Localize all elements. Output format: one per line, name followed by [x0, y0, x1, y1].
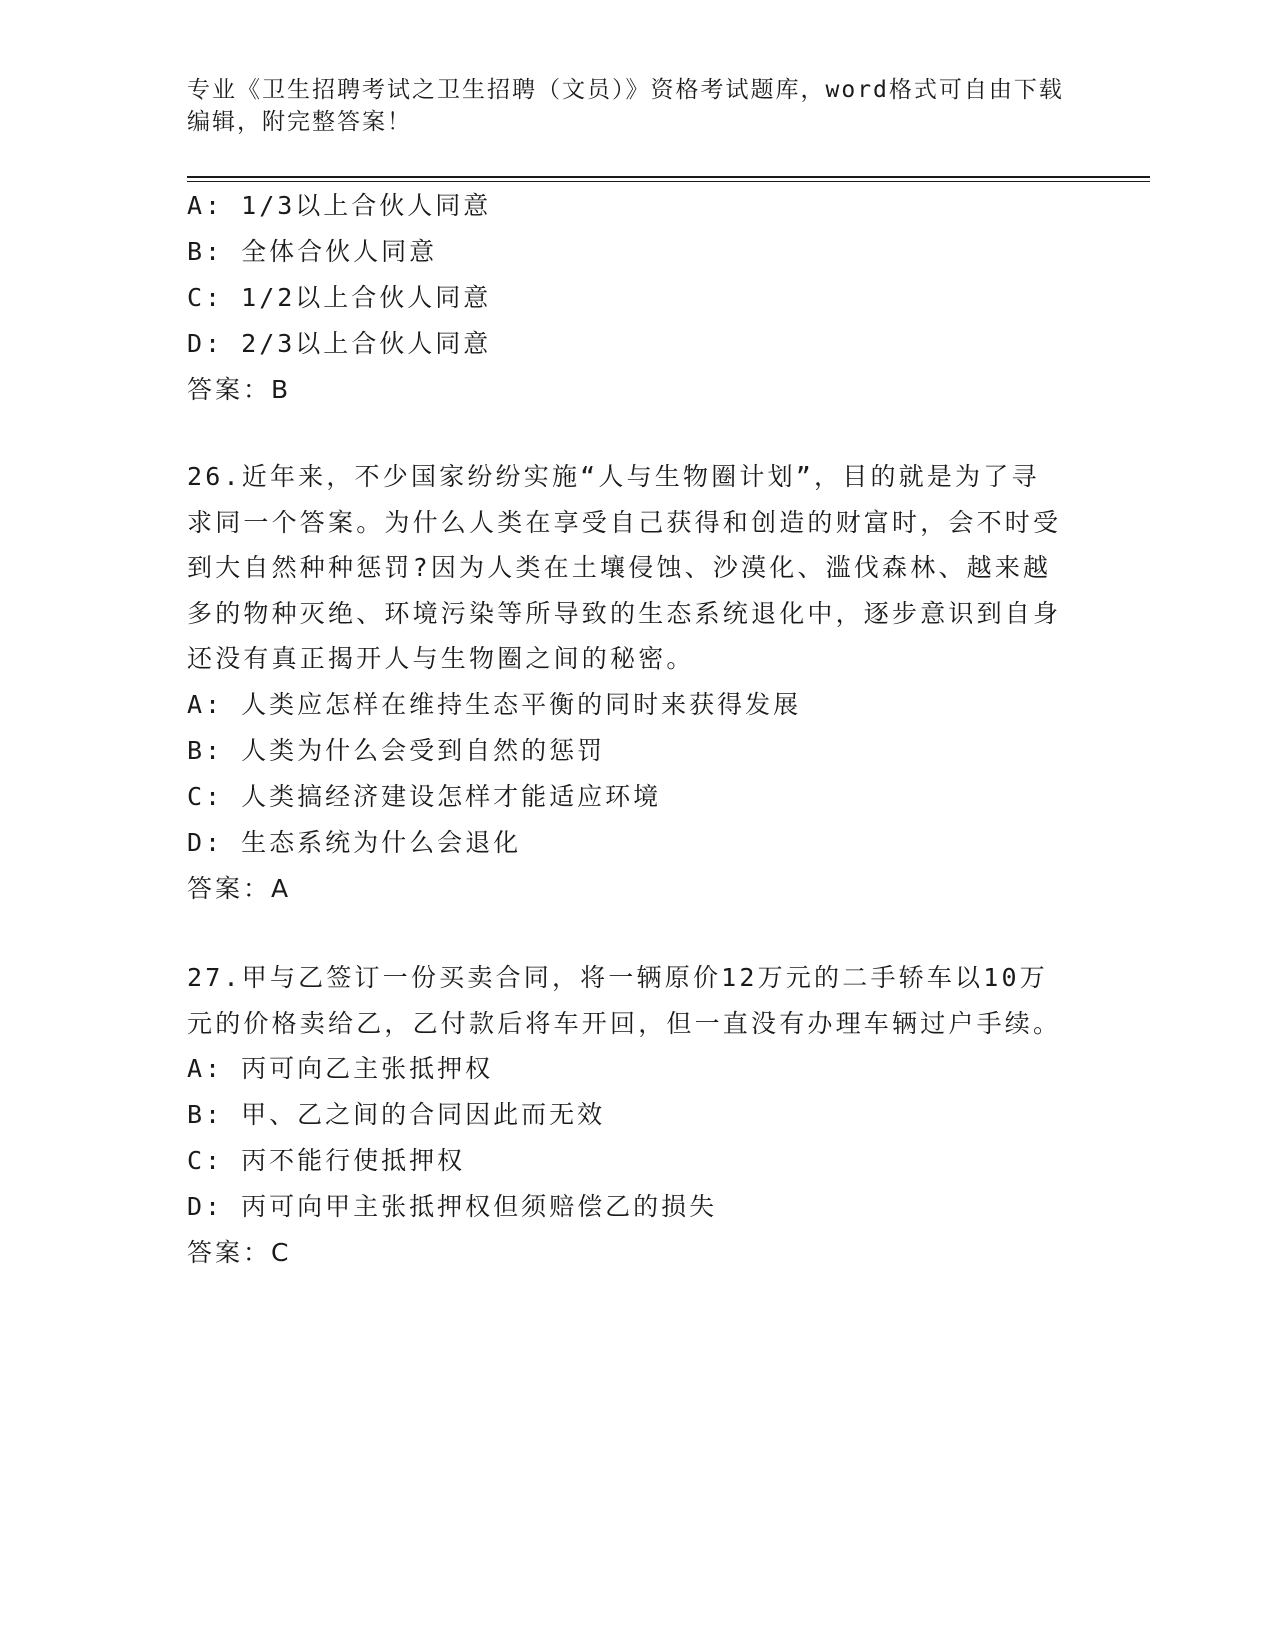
question-25 [187, 183, 1067, 413]
option-a: A: 人类应怎样在维持生态平衡的同时来获得发展 [187, 689, 802, 719]
option-c: C: 人类搞经济建设怎样才能适应环境 [187, 781, 662, 811]
answer: 答案：C [187, 1238, 292, 1267]
option-c: C: 1/2以上合伙人同意 [187, 283, 492, 312]
option-b: B: 人类为什么会受到自然的惩罚 [187, 735, 606, 765]
document-header: 专业《卫生招聘考试之卫生招聘（文员）》资格考试题库，word格式可自由下载编辑，附完整答案！ [187, 77, 1064, 135]
header-divider-thin [187, 181, 1150, 182]
option-d: D: 2/3以上合伙人同意 [187, 329, 492, 358]
option-d: D: 生态系统为什么会退化 [187, 827, 522, 857]
question-stem: 26.近年来，不少国家纷纷实施“人与生物圈计划”，目的就是为了寻求同一个答案。为什么人类在享受自己获得和创造的财富时，会不时受到大自然种种惩罚?因为人类在土壤侵蚀、沙漠化、滥伐森林、越来越多的物种灭绝、环境污染等所导致的生态系统退化中，逐步意识到自身还没有真正揭开人与生物圈之间的秘密。 [187, 462, 1062, 673]
answer: 答案：A [187, 873, 292, 903]
header-divider-thick [187, 176, 1150, 178]
option-a: A: 丙可向乙主张抵押权 [187, 1054, 494, 1083]
question-27 [187, 955, 1067, 1276]
option-d: D: 丙可向甲主张抵押权但须赔偿乙的损失 [187, 1192, 718, 1221]
question-stem: 27.甲与乙签订一份买卖合同，将一辆原价12万元的二手轿车以10万元的价格卖给乙，乙付款后将车开回，但一直没有办理车辆过户手续。 [187, 963, 1062, 1038]
option-c: C: 丙不能行使抵押权 [187, 1146, 466, 1175]
option-b: B: 甲、乙之间的合同因此而无效 [187, 1100, 606, 1129]
option-b: B: 全体合伙人同意 [187, 237, 438, 266]
question-26 [187, 454, 1067, 912]
option-a: A: 1/3以上合伙人同意 [187, 191, 492, 220]
answer: 答案：B [187, 375, 292, 404]
